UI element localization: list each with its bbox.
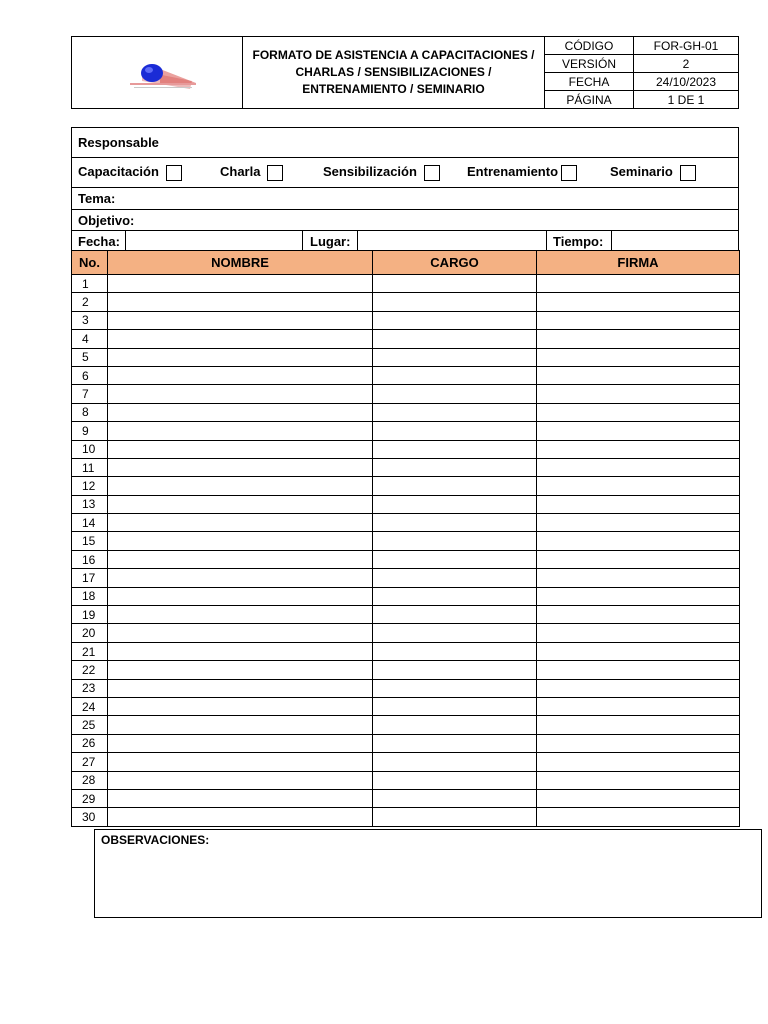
nombre-cell[interactable]	[108, 789, 373, 807]
type-label: Seminario	[610, 164, 673, 180]
cargo-cell[interactable]	[373, 403, 537, 421]
lugar-label: Lugar:	[310, 234, 351, 249]
cargo-cell[interactable]	[373, 753, 537, 771]
row-number: 12	[72, 477, 108, 495]
tema-row[interactable]	[72, 188, 738, 210]
cargo-cell[interactable]	[373, 624, 537, 642]
fecha-label: Fecha:	[78, 234, 120, 249]
row-number: 19	[72, 606, 108, 624]
attendance-row	[72, 679, 740, 697]
row-number: 21	[72, 642, 108, 660]
attendance-row	[72, 734, 740, 752]
row-number: 24	[72, 697, 108, 715]
document-meta-table	[545, 37, 738, 108]
firma-cell[interactable]	[537, 532, 740, 550]
attendance-row	[72, 771, 740, 789]
cargo-cell[interactable]	[373, 771, 537, 789]
firma-cell[interactable]	[537, 348, 740, 366]
attendance-row	[72, 348, 740, 366]
cargo-cell[interactable]	[373, 293, 537, 311]
row-number: 5	[72, 348, 108, 366]
responsable-row[interactable]	[72, 128, 738, 158]
firma-cell[interactable]	[537, 293, 740, 311]
row-number: 13	[72, 495, 108, 513]
attendance-row	[72, 403, 740, 421]
firma-cell[interactable]	[537, 477, 740, 495]
nombre-cell[interactable]	[108, 624, 373, 642]
nombre-cell[interactable]	[108, 366, 373, 384]
col-header-nombre: NOMBRE	[108, 251, 373, 275]
attendance-row	[72, 789, 740, 807]
title-line: CHARLAS / SENSIBILIZACIONES /	[295, 65, 492, 79]
cargo-cell[interactable]	[373, 495, 537, 513]
row-number: 29	[72, 789, 108, 807]
attendance-row	[72, 606, 740, 624]
firma-cell[interactable]	[537, 753, 740, 771]
cargo-cell[interactable]	[373, 734, 537, 752]
attendance-row	[72, 716, 740, 734]
row-number: 1	[72, 275, 108, 293]
capacitacion-checkbox[interactable]	[166, 165, 182, 181]
nombre-cell[interactable]	[108, 661, 373, 679]
row-number: 20	[72, 624, 108, 642]
firma-cell[interactable]	[537, 697, 740, 715]
nombre-cell[interactable]	[108, 606, 373, 624]
cargo-cell[interactable]	[373, 514, 537, 532]
cargo-cell[interactable]	[373, 716, 537, 734]
attendance-row	[72, 587, 740, 605]
type-option-seminario	[610, 164, 696, 181]
cargo-cell[interactable]	[373, 477, 537, 495]
firma-cell[interactable]	[537, 771, 740, 789]
attendance-row	[72, 422, 740, 440]
row-number: 28	[72, 771, 108, 789]
cargo-cell[interactable]	[373, 458, 537, 476]
firma-cell[interactable]	[537, 587, 740, 605]
row-number: 18	[72, 587, 108, 605]
type-label: Capacitación	[78, 164, 159, 180]
meta-row-version	[545, 55, 738, 73]
attendance-table	[71, 250, 740, 827]
firma-cell[interactable]	[537, 440, 740, 458]
cargo-cell[interactable]	[373, 440, 537, 458]
responsable-label: Responsable	[78, 135, 159, 150]
row-number: 30	[72, 808, 108, 826]
firma-cell[interactable]	[537, 642, 740, 660]
nombre-cell[interactable]	[108, 495, 373, 513]
row-number: 2	[72, 293, 108, 311]
tema-label: Tema:	[78, 191, 116, 206]
attendance-row	[72, 808, 740, 826]
cargo-cell[interactable]	[373, 550, 537, 568]
tiempo-label: Tiempo:	[553, 234, 604, 249]
attendance-row	[72, 624, 740, 642]
firma-cell[interactable]	[537, 330, 740, 348]
attendance-row	[72, 753, 740, 771]
attendance-row	[72, 385, 740, 403]
observaciones-box[interactable]	[94, 829, 762, 918]
type-option-entrenamiento	[467, 164, 577, 181]
firma-cell[interactable]	[537, 403, 740, 421]
row-number: 22	[72, 661, 108, 679]
firma-cell[interactable]	[537, 661, 740, 679]
firma-cell[interactable]	[537, 624, 740, 642]
row-number: 23	[72, 679, 108, 697]
type-label: Entrenamiento	[467, 164, 559, 180]
meta-value: FOR-GH-01	[634, 37, 739, 55]
row-number: 10	[72, 440, 108, 458]
attendance-row	[72, 458, 740, 476]
nombre-cell[interactable]	[108, 808, 373, 826]
row-number: 16	[72, 550, 108, 568]
attendance-row	[72, 495, 740, 513]
sensibilizacion-checkbox[interactable]	[424, 165, 440, 181]
meta-value: 1 DE 1	[634, 91, 739, 109]
event-info-section	[71, 127, 739, 253]
title-line: ENTRENAMIENTO / SEMINARIO	[302, 82, 485, 96]
form-title	[243, 37, 545, 108]
cargo-cell[interactable]	[373, 422, 537, 440]
attendance-row	[72, 550, 740, 568]
cargo-cell[interactable]	[373, 348, 537, 366]
attendance-row	[72, 661, 740, 679]
cargo-cell[interactable]	[373, 569, 537, 587]
title-line: FORMATO DE ASISTENCIA A CAPACITACIONES /	[252, 48, 535, 62]
firma-cell[interactable]	[537, 569, 740, 587]
fecha-field[interactable]	[126, 231, 302, 252]
row-number: 11	[72, 458, 108, 476]
attendance-row	[72, 569, 740, 587]
nombre-cell[interactable]	[108, 771, 373, 789]
nombre-cell[interactable]	[108, 385, 373, 403]
type-option-sensibilizacion	[323, 164, 440, 181]
nombre-cell[interactable]	[108, 550, 373, 568]
nombre-cell[interactable]	[108, 348, 373, 366]
meta-label: VERSIÓN	[545, 55, 634, 73]
firma-cell[interactable]	[537, 311, 740, 329]
attendance-row	[72, 514, 740, 532]
nombre-cell[interactable]	[108, 587, 373, 605]
col-header-cargo: CARGO	[373, 251, 537, 275]
cargo-cell[interactable]	[373, 789, 537, 807]
nombre-cell[interactable]	[108, 293, 373, 311]
attendance-body	[72, 275, 740, 827]
objetivo-row[interactable]	[72, 210, 738, 231]
nombre-cell[interactable]	[108, 716, 373, 734]
nombre-cell[interactable]	[108, 532, 373, 550]
observaciones-label: OBSERVACIONES:	[101, 833, 210, 847]
firma-cell[interactable]	[537, 808, 740, 826]
type-label: Charla	[220, 164, 261, 180]
meta-value: 2	[634, 55, 739, 73]
firma-cell[interactable]	[537, 275, 740, 293]
firma-cell[interactable]	[537, 716, 740, 734]
firma-cell[interactable]	[537, 734, 740, 752]
row-number: 17	[72, 569, 108, 587]
attendance-row	[72, 293, 740, 311]
type-label: Sensibilización	[323, 164, 417, 180]
nombre-cell[interactable]	[108, 275, 373, 293]
row-number: 3	[72, 311, 108, 329]
firma-cell[interactable]	[537, 458, 740, 476]
type-option-charla	[220, 164, 283, 181]
cargo-cell[interactable]	[373, 661, 537, 679]
attendance-row	[72, 311, 740, 329]
cargo-cell[interactable]	[373, 275, 537, 293]
attendance-row	[72, 642, 740, 660]
nombre-cell[interactable]	[108, 403, 373, 421]
meta-row-pagina	[545, 91, 738, 109]
firma-cell[interactable]	[537, 550, 740, 568]
cargo-cell[interactable]	[373, 697, 537, 715]
divider	[546, 231, 547, 252]
cargo-cell[interactable]	[373, 808, 537, 826]
lugar-field[interactable]	[358, 231, 546, 252]
attendance-row	[72, 477, 740, 495]
cargo-cell[interactable]	[373, 679, 537, 697]
nombre-cell[interactable]	[108, 422, 373, 440]
attendance-header-row	[72, 251, 740, 275]
document-header	[71, 36, 739, 109]
attendance-row	[72, 366, 740, 384]
charla-checkbox[interactable]	[267, 165, 283, 181]
event-type-row	[72, 158, 738, 188]
nombre-cell[interactable]	[108, 440, 373, 458]
nombre-cell[interactable]	[108, 477, 373, 495]
cargo-cell[interactable]	[373, 642, 537, 660]
attendance-row	[72, 275, 740, 293]
divider	[302, 231, 303, 252]
nombre-cell[interactable]	[108, 330, 373, 348]
meta-label: CÓDIGO	[545, 37, 634, 55]
firma-cell[interactable]	[537, 366, 740, 384]
row-number: 15	[72, 532, 108, 550]
row-number: 26	[72, 734, 108, 752]
meta-label: FECHA	[545, 73, 634, 91]
meta-row-codigo	[545, 37, 738, 55]
nombre-cell[interactable]	[108, 569, 373, 587]
company-logo	[72, 37, 243, 108]
row-number: 27	[72, 753, 108, 771]
firma-cell[interactable]	[537, 495, 740, 513]
nombre-cell[interactable]	[108, 642, 373, 660]
firma-cell[interactable]	[537, 514, 740, 532]
attendance-row	[72, 440, 740, 458]
row-number: 7	[72, 385, 108, 403]
row-number: 14	[72, 514, 108, 532]
firma-cell[interactable]	[537, 606, 740, 624]
firma-cell[interactable]	[537, 385, 740, 403]
row-number: 25	[72, 716, 108, 734]
cargo-cell[interactable]	[373, 311, 537, 329]
nombre-cell[interactable]	[108, 697, 373, 715]
row-number: 4	[72, 330, 108, 348]
type-option-capacitacion	[78, 164, 182, 181]
cargo-cell[interactable]	[373, 532, 537, 550]
entrenamiento-checkbox[interactable]	[561, 165, 577, 181]
col-header-firma: FIRMA	[537, 251, 740, 275]
row-number: 6	[72, 366, 108, 384]
seminario-checkbox[interactable]	[680, 165, 696, 181]
cargo-cell[interactable]	[373, 366, 537, 384]
nombre-cell[interactable]	[108, 458, 373, 476]
meta-row-fecha	[545, 73, 738, 91]
attendance-row	[72, 330, 740, 348]
nombre-cell[interactable]	[108, 734, 373, 752]
tiempo-field[interactable]	[612, 231, 738, 252]
objetivo-label: Objetivo:	[78, 212, 135, 228]
cargo-cell[interactable]	[373, 606, 537, 624]
attendance-row	[72, 697, 740, 715]
row-number: 8	[72, 403, 108, 421]
attendance-row	[72, 532, 740, 550]
cargo-cell[interactable]	[373, 385, 537, 403]
nombre-cell[interactable]	[108, 311, 373, 329]
meta-value: 24/10/2023	[634, 73, 739, 91]
nombre-cell[interactable]	[108, 679, 373, 697]
firma-cell[interactable]	[537, 789, 740, 807]
logo-cell	[72, 37, 243, 108]
row-number: 9	[72, 422, 108, 440]
nombre-cell[interactable]	[108, 753, 373, 771]
cargo-cell[interactable]	[373, 330, 537, 348]
firma-cell[interactable]	[537, 679, 740, 697]
meta-label: PÁGINA	[545, 91, 634, 109]
nombre-cell[interactable]	[108, 514, 373, 532]
cargo-cell[interactable]	[373, 587, 537, 605]
firma-cell[interactable]	[537, 422, 740, 440]
col-header-no: No.	[72, 251, 108, 275]
